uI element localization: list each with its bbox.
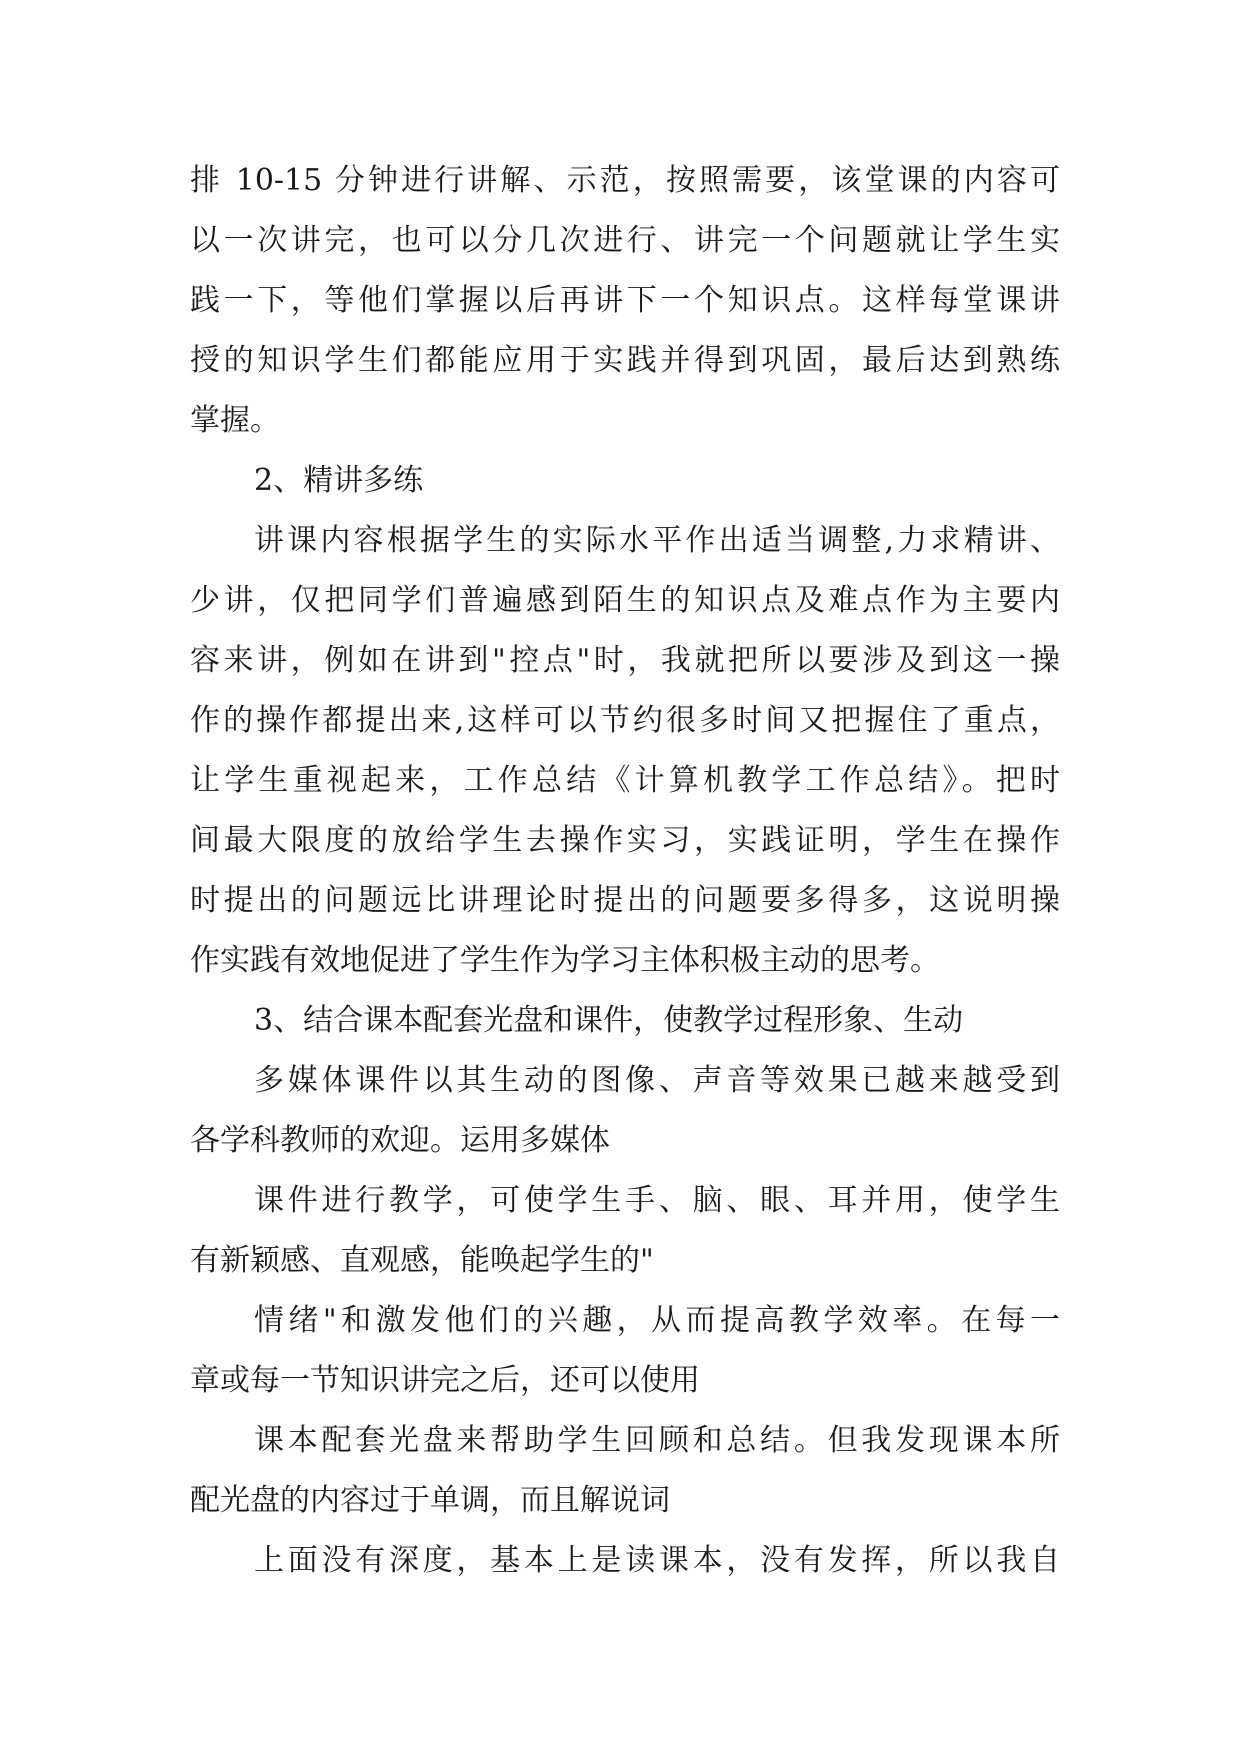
- text-line: 情绪"和激发他们的兴趣，从而提高教学效率。在每一: [254, 1303, 1060, 1338]
- section-heading: 2、精讲多练: [254, 463, 424, 498]
- text-line: 课本配套光盘来帮助学生回顾和总结。但我发现课本所: [254, 1423, 1060, 1458]
- text-line: 作实践有效地促进了学生作为学习主体积极主动的思考。: [190, 943, 940, 978]
- text-line: 配光盘的内容过于单调，而且解说词: [190, 1483, 670, 1518]
- text-line: 有新颖感、直观感，能唤起学生的": [190, 1243, 654, 1278]
- text-line: 各学科教师的欢迎。运用多媒体: [190, 1123, 610, 1158]
- text-line: 上面没有深度，基本上是读课本，没有发挥，所以我自: [254, 1543, 1060, 1578]
- text-line: 多媒体课件以其生动的图像、声音等效果已越来越受到: [254, 1063, 1060, 1098]
- text-line: 践一下，等他们掌握以后再讲下一个知识点。这样每堂课讲: [190, 283, 1060, 318]
- text-line: 让学生重视起来，工作总结《计算机教学工作总结》。把时: [190, 763, 1060, 798]
- text-line: 容来讲，例如在讲到"控点"时，我就把所以要涉及到这一操: [190, 643, 1060, 678]
- text-line: 授的知识学生们都能应用于实践并得到巩固，最后达到熟练: [190, 343, 1060, 378]
- text-line: 课件进行教学，可使学生手、脑、眼、耳并用，使学生: [254, 1183, 1060, 1218]
- section-heading: 3、结合课本配套光盘和课件，使教学过程形象、生动: [254, 1003, 964, 1038]
- text-line: 间最大限度的放给学生去操作实习，实践证明，学生在操作: [190, 823, 1060, 858]
- text-line: 讲课内容根据学生的实际水平作出适当调整,力求精讲、: [254, 523, 1060, 558]
- text-line: 少讲，仅把同学们普遍感到陌生的知识点及难点作为主要内: [190, 583, 1060, 618]
- text-line: 排 10-15 分钟进行讲解、示范，按照需要，该堂课的内容可: [190, 163, 1060, 198]
- text-line: 作的操作都提出来,这样可以节约很多时间又把握住了重点，: [190, 703, 1060, 738]
- text-line: 章或每一节知识讲完之后，还可以使用: [190, 1363, 700, 1398]
- text-line: 掌握。: [190, 403, 280, 438]
- text-line: 以一次讲完，也可以分几次进行、讲完一个问题就让学生实: [190, 223, 1060, 258]
- text-line: 时提出的问题远比讲理论时提出的问题要多得多，这说明操: [190, 883, 1060, 918]
